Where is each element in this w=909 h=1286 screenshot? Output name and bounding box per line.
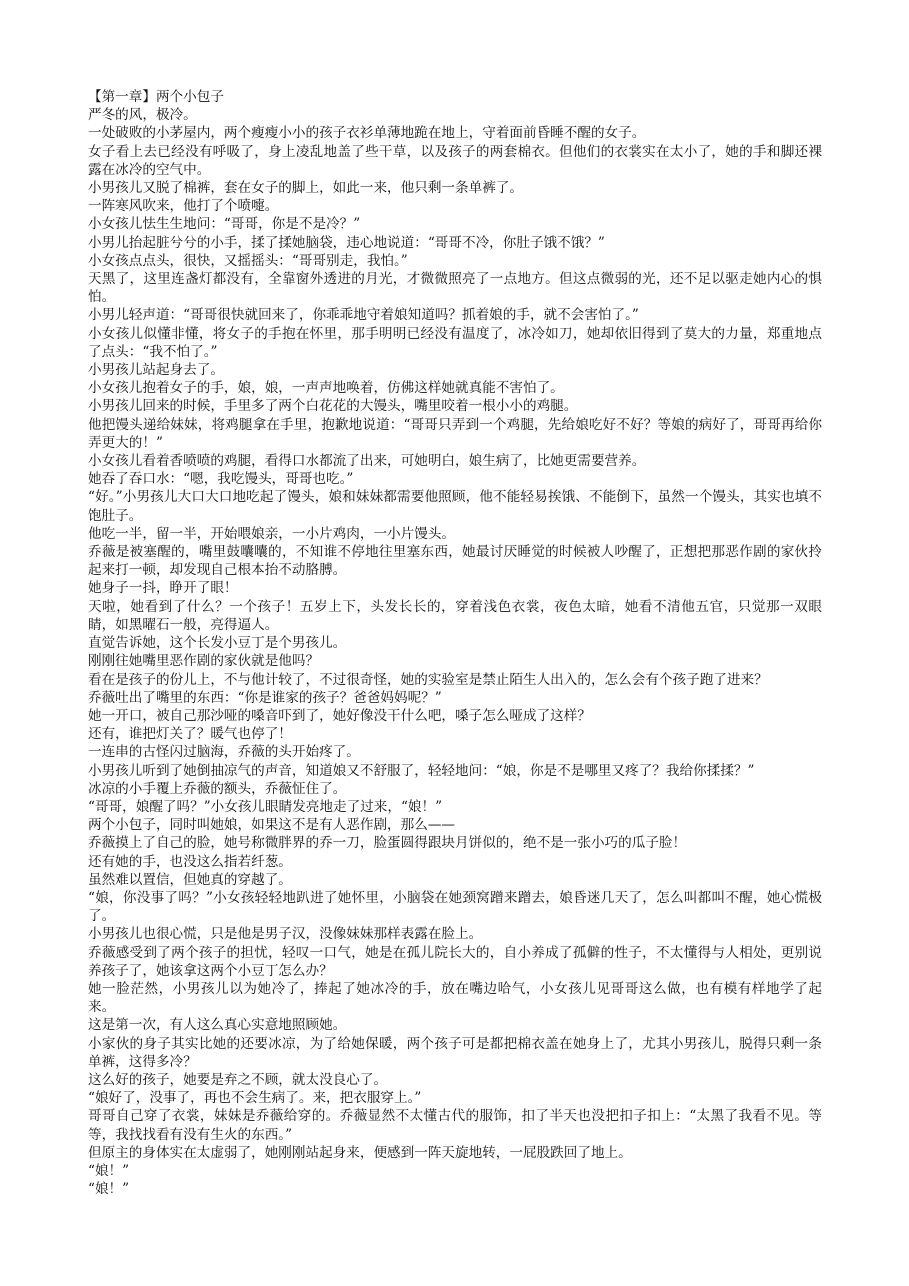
paragraph: 一处破败的小茅屋内，两个瘦瘦小小的孩子衣衫单薄地跪在地上，守着面前昏睡不醒的女子。 [88, 125, 646, 142]
paragraph: 严冬的风，极冷。 [88, 107, 197, 124]
paragraph: 小女孩儿看着香喷喷的鸡腿，看得口水都流了出来，可她明白，娘生病了，比她更需要营养。 [88, 453, 646, 470]
paragraph: 她一脸茫然，小男孩儿以为她冷了，捧起了她冰冷的手，放在嘴边哈气，小女孩儿见哥哥这么做，也有模有样地学了起来。 [88, 980, 822, 1016]
paragraph: 小男孩儿听到了她倒抽凉气的声音，知道娘又不舒服了，轻轻地问：“娘，你是不是哪里又疼了？我给你揉揉？” [88, 762, 755, 779]
paragraph: 小男孩儿又脱了棉裤，套在女子的脚上，如此一来，他只剩一条单裤了。 [88, 180, 523, 197]
paragraph: 小男孩儿也很心慌，只是他是男子汉，没像妹妹那样表露在脸上。 [88, 926, 483, 943]
paragraph: 小女孩儿怯生生地问：“哥哥，你是不是冷？” [88, 216, 361, 233]
paragraph: 小男儿轻声道：“哥哥很快就回来了，你乖乖地守着娘知道吗？抓着娘的手，就不会害怕了。” [88, 307, 639, 324]
paragraph: 虽然难以置信，但她真的穿越了。 [88, 871, 292, 888]
paragraph: 他吃一半，留一半，开始喂娘亲，一小片鸡肉，一小片馒头。 [88, 525, 456, 542]
paragraph: 还有，谁把灯关了？暖气也停了！ [88, 726, 292, 743]
paragraph: 刚刚往她嘴里恶作剧的家伙就是他吗？ [88, 653, 320, 670]
paragraph: 小男儿抬起脏兮兮的小手，揉了揉她脑袋，违心地说道：“哥哥不冷，你肚子饿不饿？” [88, 234, 605, 251]
paragraph: “娘！” [88, 1162, 130, 1179]
paragraph: 哥哥自己穿了衣裳，妹妹是乔薇给穿的。乔薇显然不太懂古代的服饰，扣了半天也没把扣子扣上：“太黑了我看不见。等等，我找找看有没有生火的东西。” [88, 1108, 822, 1143]
paragraph: 乔薇吐出了嘴里的东西：“你是谁家的孩子？爸爸妈妈呢？” [88, 689, 442, 706]
paragraph: 冰凉的小手覆上乔薇的额头，乔薇怔住了。 [88, 780, 347, 797]
paragraph: 看在是孩子的份儿上，不与他计较了，不过很奇怪，她的实验室是禁止陌生人出入的，怎么会有个孩子跑了进来？ [88, 671, 768, 688]
paragraph: 乔薇感受到了两个孩子的担忧，轻叹一口气，她是在孤儿院长大的，自小养成了孤僻的性子，不太懂得与人相处，更别说养孩子了，她该拿这两个小豆丁怎么办？ [88, 944, 822, 979]
paragraph: 这是第一次，有人这么真心实意地照顾她。 [88, 1017, 347, 1034]
paragraph: 乔薇摸上了自己的脸，她号称微胖界的乔一刀，脸蛋圆得跟块月饼似的，绝不是一张小巧的瓜子脸！ [88, 835, 687, 852]
paragraph: “娘，你没事了吗？”小女孩轻轻地趴进了她怀里，小脑袋在她颈窝蹭来蹭去，娘昏迷几天了，怎么叫都叫不醒，她心慌极了。 [88, 889, 822, 925]
paragraph: 还有她的手，也没这么指若纤葱。 [88, 853, 292, 870]
paragraph: 她一开口，被自己那沙哑的嗓音吓到了，她好像没干什么吧，嗓子怎么哑成了这样？ [88, 707, 591, 724]
chapter-title: 【第一章】两个小包子 [88, 89, 224, 105]
paragraph: 她身子一抖，睁开了眼！ [88, 580, 238, 597]
paragraph: 小家伙的身子其实比她的还要冰凉，为了给她保暖，两个孩子可是都把棉衣盖在她身上了，尤其小男孩儿，脱得只剩一条单裤，这得多冷？ [88, 1035, 822, 1070]
paragraph: 女子看上去已经没有呼吸了，身上凌乱地盖了些干草，以及孩子的两套棉衣。但他们的衣裳实在太小了，她的手和脚还裸露在冰冷的空气中。 [88, 143, 822, 178]
paragraph: 但原主的身体实在太虚弱了，她刚刚站起身来，便感到一阵天旋地转，一屁股跌回了地上。 [88, 1144, 632, 1161]
paragraph: “娘好了，没事了，再也不会生病了。来，把衣服穿上。” [88, 1090, 422, 1107]
chapter-body [88, 106, 822, 1198]
paragraph: “哥哥，娘醒了吗？”小女孩儿眼睛发亮地走了过来，“娘！” [88, 798, 443, 815]
paragraph: 小男孩儿回来的时候，手里多了两个白花花的大馒头，嘴里咬着一根小小的鸡腿。 [88, 398, 578, 415]
paragraph: “好。”小男孩儿大口大口地吃起了馒头，娘和妹妹都需要他照顾，他不能轻易挨饿、不能倒下，虽然一个馒头，其实也填不饱肚子。 [88, 489, 822, 524]
paragraph: “娘！” [88, 1181, 130, 1198]
paragraph: 小男孩儿站起身去了。 [88, 362, 224, 379]
document-page [88, 88, 822, 1198]
paragraph: 他把馒头递给妹妹，将鸡腿拿在手里，抱歉地说道：“哥哥只弄到一个鸡腿，先给娘吃好不好？等娘的病好了，哥哥再给你弄更大的！” [88, 416, 822, 451]
paragraph: 天黑了，这里连盏灯都没有，全靠窗外透进的月光，才微微照亮了一点地方。但这点微弱的光，还不足以驱走她内心的惧怕。 [88, 271, 822, 306]
paragraph: 一连串的古怪闪过脑海，乔薇的头开始疼了。 [88, 744, 360, 761]
paragraph: 两个小包子，同时叫她娘，如果这不是有人恶作剧，那么—— [88, 817, 456, 834]
paragraph: 小女孩儿抱着女子的手，娘，娘，一声声地唤着，仿佛这样她就真能不害怕了。 [88, 380, 564, 397]
paragraph: 她吞了吞口水：“嗯，我吃馒头，哥哥也吃。” [88, 471, 354, 488]
paragraph: 这么好的孩子，她要是弃之不顾，就太没良心了。 [88, 1071, 388, 1088]
paragraph: 天啦，她看到了什么？一个孩子！五岁上下，头发长长的，穿着浅色衣裳，夜色太暗，她看不清他五官，只觉那一双眼睛，如黑曜石一般，亮得逼人。 [88, 598, 822, 633]
paragraph: 乔薇是被塞醒的，嘴里鼓囔囔的，不知谁不停地往里塞东西，她最讨厌睡觉的时候被人吵醒了，正想把那恶作剧的家伙拎起来打一顿，却发现自己根本抬不动胳膊。 [88, 544, 822, 579]
paragraph: 小女孩点点头，很快，又摇摇头：“哥哥别走，我怕。” [88, 252, 408, 269]
paragraph: 一阵寒风吹来，他打了个喷嚏。 [88, 198, 279, 215]
paragraph: 小女孩儿似懂非懂，将女子的手抱在怀里，那手明明已经没有温度了，冰冷如刀，她却依旧得到了莫大的力量，郑重地点了点头：“我不怕了。” [88, 325, 822, 360]
paragraph: 直觉告诉她，这个长发小豆丁是个男孩儿。 [88, 635, 347, 652]
